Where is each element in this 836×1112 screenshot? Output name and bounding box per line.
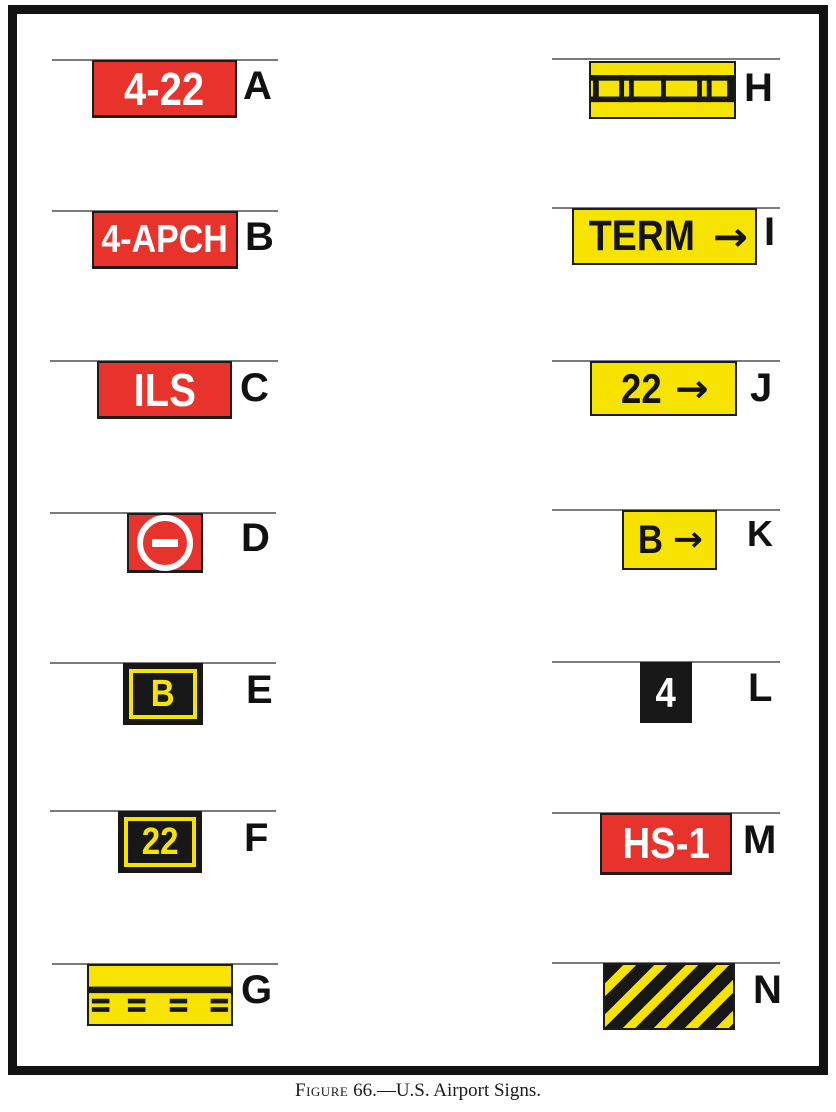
sign-text: 4-APCH [101,218,229,261]
sign-runway-location-4 [640,662,692,723]
item-letter-i: I [764,210,776,254]
caption-text: 66.—U.S. Airport Signs. [348,1080,541,1101]
item-letter-j: J [750,366,773,410]
item-letter-m: M [743,818,777,862]
sign-ils [97,361,232,419]
sign-text: 22 [141,821,179,863]
sign-terminal-direction [572,208,757,265]
ground-line [552,58,780,60]
item-letter-l: L [748,666,773,710]
item-letter-b: B [245,215,274,259]
sign-taxiway-location-b [123,663,203,725]
runway-boundary-marking [89,966,231,1024]
item-letter-k: K [747,513,773,554]
no-entry-icon [137,515,193,571]
right-arrow-icon: → [675,366,709,411]
figure-caption [0,1080,836,1102]
sign-yellow-black-striped [603,963,735,1030]
sign-text: 4 [655,668,677,716]
no-entry-bar [152,539,178,547]
item-letter-g: G [241,968,273,1012]
sign-approach-4-apch [92,211,238,269]
ils-boundary-marking [591,63,734,117]
sign-taxiway-b-direction [622,510,717,570]
item-letter-d: D [241,516,270,560]
right-arrow-icon: → [672,520,704,559]
sign-text: 22 [621,364,663,412]
sign-no-entry [127,513,203,573]
right-arrow-icon: → [712,212,749,260]
sign-text: 4-22 [124,62,205,115]
item-letter-a: A [243,64,272,108]
item-letter-c: C [240,366,269,410]
sign-ils-critical-area-boundary [589,61,736,119]
caption-figure-word: Figure [295,1080,349,1101]
sign-runway-22-direction [590,361,737,416]
sign-hold-short-hs-1 [600,813,732,875]
sign-text: TERM [588,212,695,260]
item-letter-h: H [744,66,773,110]
sign-runway-location-22 [118,811,202,873]
item-letter-f: F [244,816,269,860]
sign-text: B [637,518,663,562]
sign-text: ILS [133,363,196,416]
sign-text: HS-1 [622,818,710,868]
sign-runway-4-22 [92,60,237,118]
item-letter-n: N [753,968,782,1012]
item-letter-e: E [246,668,273,712]
sign-text: B [151,673,175,715]
sign-runway-boundary [87,964,233,1026]
